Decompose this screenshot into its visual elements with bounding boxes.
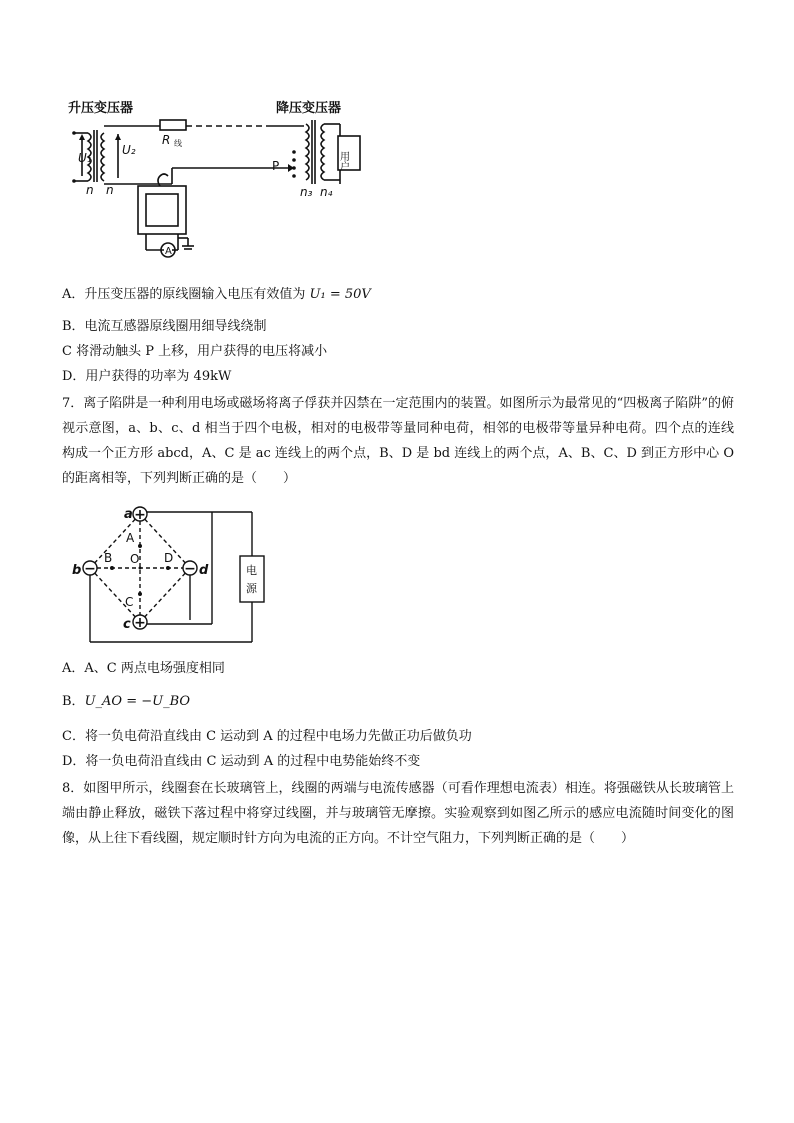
resistor-label: R	[162, 133, 171, 147]
electrode-d-label: d	[199, 563, 209, 578]
slider-p-label: P	[272, 159, 280, 173]
transformer-circuit-figure	[62, 98, 372, 268]
q7-option-b-formula: U_AO = −U_BO	[84, 694, 191, 709]
step-up-transformer-label: 升压变压器	[68, 101, 134, 116]
q6-option-d: D．用户获得的功率为 49kW	[62, 369, 232, 384]
q6-option-a-formula: U₁ = 50V	[309, 287, 371, 302]
q7-option-a: A．A、C 两点电场强度相同	[62, 661, 225, 676]
electrode-a-sign: +	[134, 507, 146, 523]
point-a-label: A	[126, 531, 135, 545]
q7-option-d: D．将一负电荷沿直线由 C 运动到 A 的过程中电势能始终不变	[62, 754, 421, 769]
q6-option-a-text: A．升压变压器的原线圈输入电压有效值为	[62, 287, 310, 302]
power-source-label-2: 源	[246, 582, 257, 595]
resistor-subscript: 线	[174, 139, 182, 148]
user-label: 用户	[337, 151, 349, 171]
q7-option-b	[62, 693, 190, 711]
q8-stem: 8．如图甲所示，线圈套在长玻璃管上，线圈的两端与电流传感器（可看作理想电流表）相连。将强磁铁从长玻璃管上端由静止释放，磁铁下落过程中将穿过线圈，并与玻璃管无摩擦。实验观察到如图乙所示的感应电流随时间变化的图像，从上往下看线圈，规定顺时针方向为电流的正方向。不计空气阻力，下列判断正确的是（ ）	[62, 781, 734, 846]
q7-stem: 7．离子陷阱是一种利用电场或磁场将离子俘获并囚禁在一定范围内的装置。如图所示为最常见的“四极离子陷阱”的俯视示意图，a、b、c、d 相当于四个电极，相对的电极带等量同种电荷，相邻的电极带等量异种电荷。四个点的连线构成一个正方形 abcd，A、C 是 ac 连线上的两个点，B、D 是 bd 连线上的两个点，A、B、C、D 到正方形中心 O 的距离相等，下列判断正确的是（ ）	[62, 396, 734, 486]
u1-label: U₁	[78, 151, 92, 165]
n3-label: n₃	[300, 185, 313, 199]
q7-option-c: C．将一负电荷沿直线由 C 运动到 A 的过程中电场力先做正功后做负功	[62, 729, 472, 744]
electrode-b-sign: −	[84, 561, 96, 577]
n4-label: n₄	[320, 185, 333, 199]
ammeter-label: A	[165, 246, 172, 257]
q7-option-b-prefix: B．	[62, 694, 85, 709]
center-o-label: O	[130, 552, 140, 566]
n-right-label: n	[106, 183, 114, 197]
point-b-label: B	[104, 551, 113, 565]
ion-trap-figure	[62, 502, 282, 650]
q6-option-b: B．电流互感器原线圈用细导线绕制	[62, 319, 267, 334]
electrode-d-sign: −	[184, 561, 196, 577]
point-c-label: C	[125, 595, 134, 609]
point-d-label: D	[164, 551, 174, 565]
electrode-c-label: c	[123, 617, 131, 632]
u2-label: U₂	[122, 143, 136, 157]
step-down-transformer-label: 降压变压器	[276, 101, 342, 116]
n-left-label: n	[86, 183, 94, 197]
electrode-a-label: a	[124, 507, 133, 522]
q6-option-c: C 将滑动触头 P 上移，用户获得的电压将减小	[62, 344, 328, 359]
electrode-b-label: b	[72, 563, 82, 578]
q6-option-a	[62, 286, 371, 304]
electrode-c-sign: +	[134, 615, 146, 631]
power-source-label-1: 电	[246, 564, 257, 577]
